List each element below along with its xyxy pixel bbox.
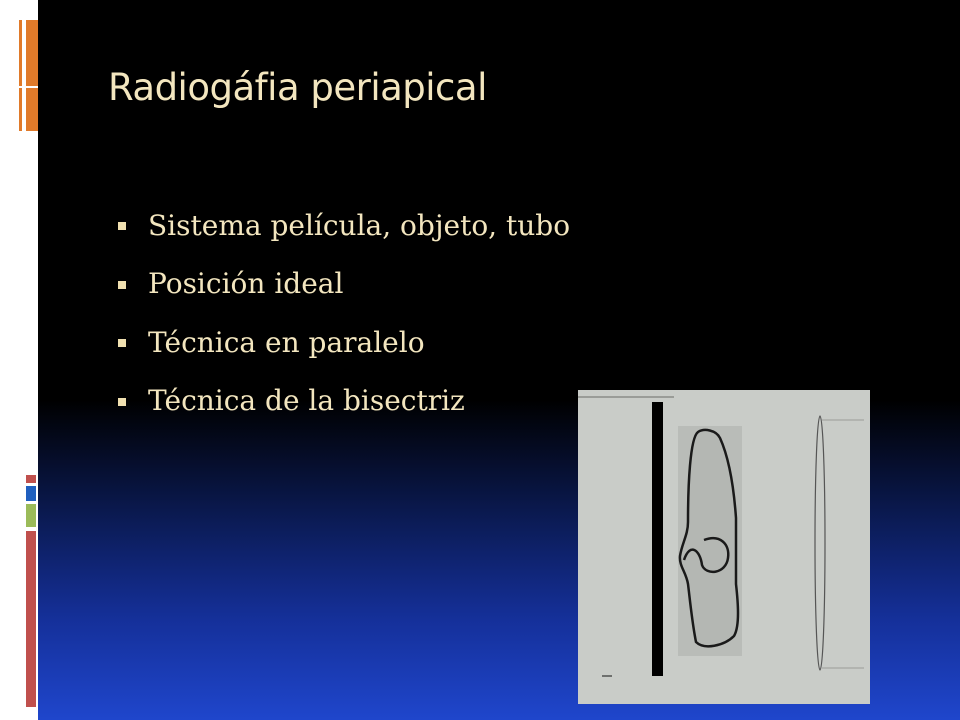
bullet-label: Técnica en paralelo [148, 325, 425, 359]
bullet-label: Sistema película, objeto, tubo [148, 208, 571, 242]
slide-title: Radiogáfia periapical [108, 66, 487, 109]
square-bullet-icon [118, 222, 126, 230]
square-bullet-icon [118, 281, 126, 289]
list-item [118, 313, 570, 372]
list-item [118, 372, 570, 431]
xray-tube-ellipse-icon [815, 416, 825, 670]
periapical-diagram-image [578, 390, 870, 704]
list-item [118, 196, 570, 255]
bullet-label: Técnica de la bisectriz [148, 384, 465, 418]
film-bar-icon [652, 402, 663, 676]
list-item [118, 255, 570, 314]
square-bullet-icon [118, 398, 126, 406]
bullet-label: Posición ideal [148, 267, 344, 301]
bullet-list [118, 196, 570, 430]
square-bullet-icon [118, 339, 126, 347]
